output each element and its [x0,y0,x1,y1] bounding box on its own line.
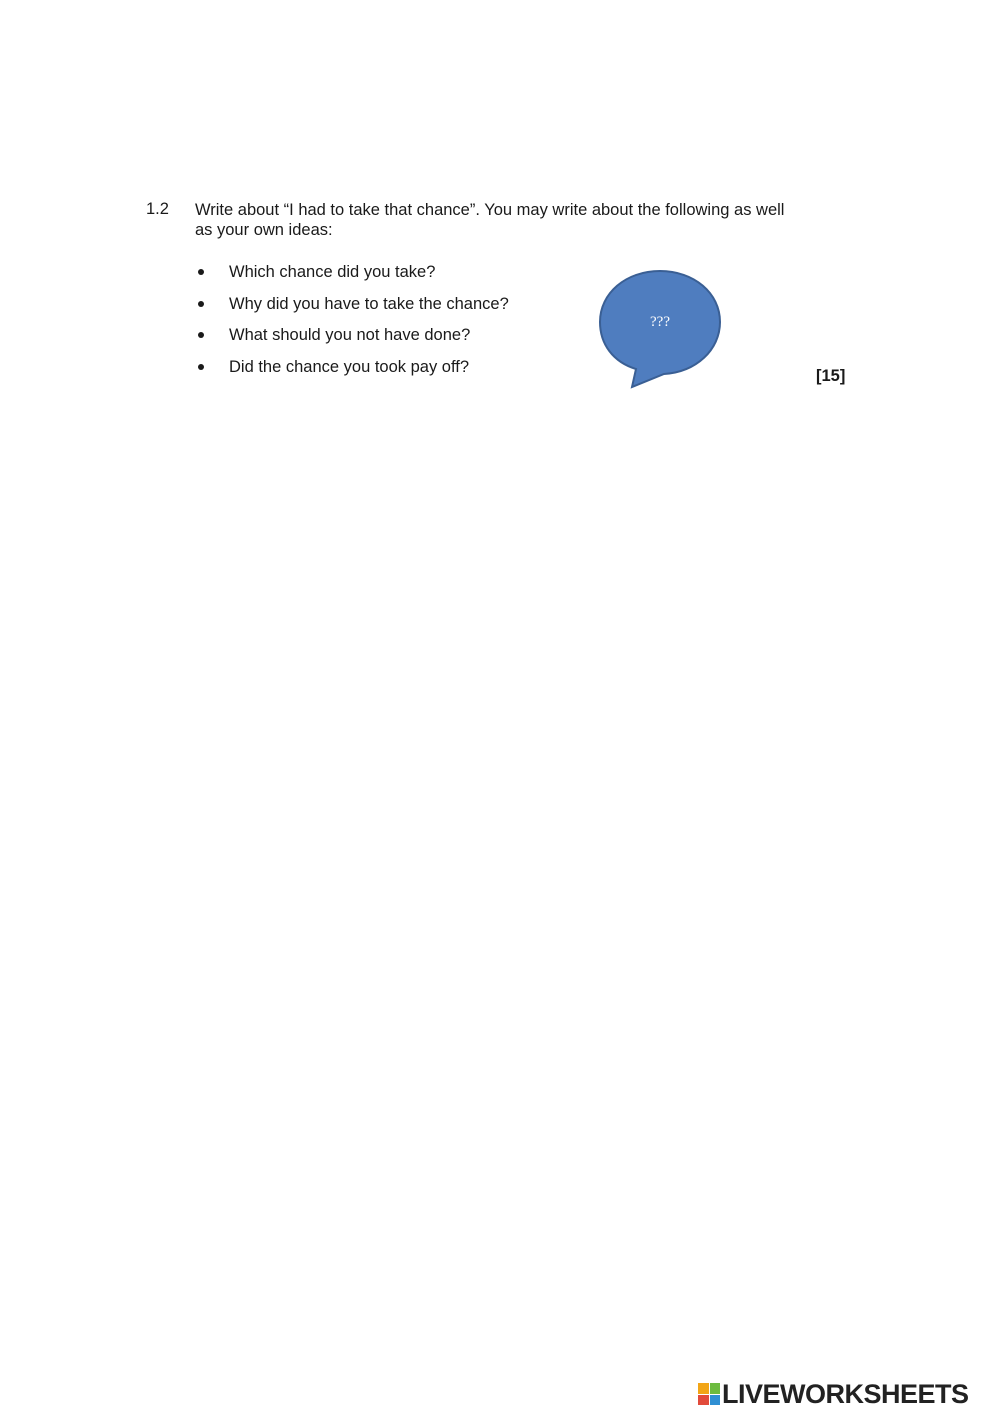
question-prompt: Write about “I had to take that chance”. You may write about the following as well as your own ideas: [195,201,785,239]
speech-bubble-text[interactable]: ??? [650,314,670,330]
bullet-text: Why did you have to take the chance? [229,294,509,313]
bullet-icon [198,269,204,275]
watermark-logo [698,1378,969,1410]
list-item [195,357,509,389]
question-number: 1.2 [146,200,169,218]
logo-square [710,1395,721,1406]
question-marks: [15] [816,367,846,385]
logo-square [710,1383,721,1394]
bullet-icon [198,301,204,307]
list-item [195,262,509,294]
watermark-text: LIVEWORKSHEETS [722,1378,969,1409]
list-item [195,325,509,357]
bullet-text: Did the chance you took pay off? [229,357,470,376]
bullet-icon [198,364,204,370]
question-bullet-list [195,262,509,388]
logo-square [698,1383,709,1394]
logo-square [698,1395,709,1406]
bullet-icon [198,332,204,338]
bullet-text: What should you not have done? [229,326,471,344]
list-item [195,294,509,326]
liveworksheets-logo-icon [698,1383,720,1405]
bullet-text: Which chance did you take? [229,263,436,281]
